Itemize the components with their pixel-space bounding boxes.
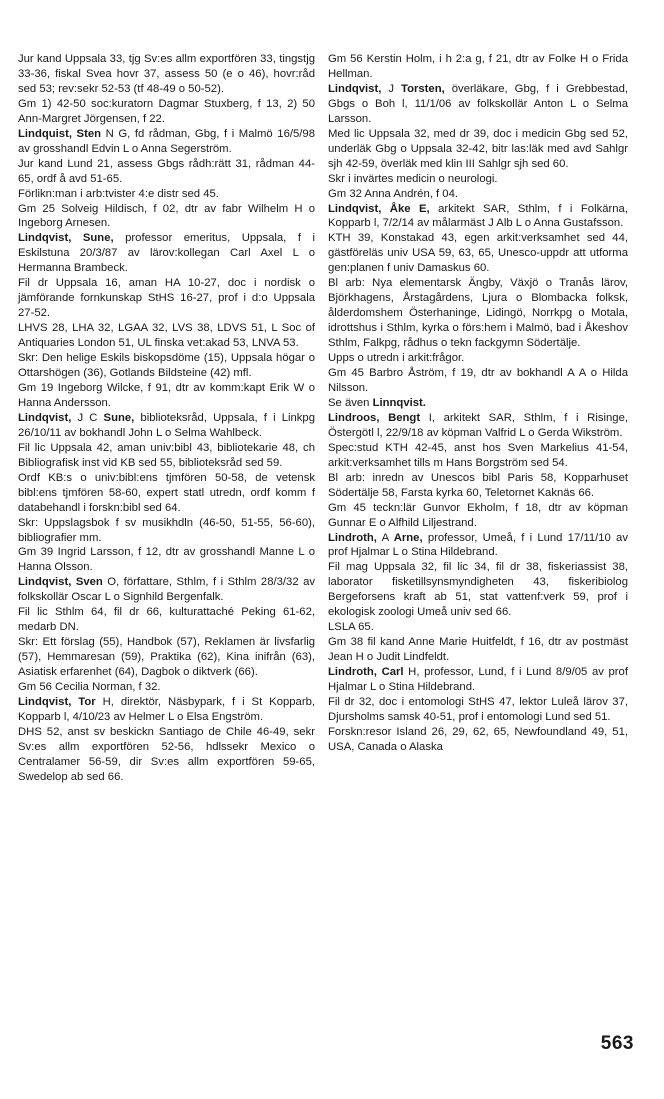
entry-name-bold: Lindqvist, Tor <box>18 695 96 708</box>
entry-paragraph <box>328 471 628 501</box>
entry-text: Bl arb: Nya elementarsk Ängby, Växjö o Tranås lärov, Björkhagens, Årstagårdens, Ljura o Blombacka folksk, ålderdomshem Österhaninge, Lidingö, Norrkpg o Motala, idrottshus i Sthlm, kyrka o förs:hem i Malmö, bad i Åkeshov Sthlm, Falkpg, rådhus o tekn fackgymn Södertälje. <box>328 277 628 350</box>
entry-paragraph <box>328 366 628 396</box>
entry-text: N G, fd rådman, Gbg, f i Malmö 16/5/98 av grosshandl Edvin L o Anna Segerström. <box>18 127 315 155</box>
biography-entry <box>328 531 628 666</box>
entry-text: O, författare, Sthlm, f i Sthlm 28/3/32 av folkskollär Oscar L o Signhild Bergenfalk. <box>18 576 315 604</box>
entry-paragraph <box>18 187 315 202</box>
entry-paragraph <box>18 471 315 516</box>
entry-paragraph <box>18 516 315 546</box>
entry-paragraph <box>18 411 315 441</box>
entry-paragraph <box>18 441 315 471</box>
biography-entry <box>328 82 628 202</box>
entry-text: Skr: Uppslagsbok f sv musikhdln (46-50, 51-55, 56-60), bibliografier mm. <box>18 516 315 544</box>
entry-paragraph <box>18 605 315 635</box>
biography-entry <box>18 575 315 695</box>
entry-paragraph <box>18 381 315 411</box>
entry-paragraph <box>328 620 628 635</box>
biography-entry <box>328 52 628 82</box>
entry-paragraph <box>18 351 315 381</box>
entry-paragraph <box>328 441 628 471</box>
entry-paragraph <box>328 725 628 755</box>
entry-name-bold: Lindqvist, <box>328 82 382 95</box>
entry-paragraph <box>328 187 628 202</box>
entry-paragraph <box>18 725 315 785</box>
biography-entry <box>328 665 628 755</box>
entry-paragraph <box>328 635 628 665</box>
entry-text: biblioteksråd, Uppsala, f i Linkpg 26/10/11 av bokhandl John L o Selma Wahlbeck. <box>18 411 315 439</box>
entry-text: KTH 39, Konstakad 43, egen arkit:verksamhet sed 44, gästföreläs univ USA 59, 63, 65, Unesco-uppdr att utforma gen:planen f univ Damaskus 60. <box>328 232 628 275</box>
entry-paragraph <box>18 127 315 157</box>
entry-text: Spec:stud KTH 42-45, anst hos Sven Markelius 41-54, arkit:verksamhet tills m Hans Borgström sed 54. <box>328 441 628 469</box>
entry-paragraph <box>328 351 628 366</box>
entry-paragraph <box>18 52 315 97</box>
entry-text: LSLA 65. <box>328 621 374 634</box>
entry-paragraph <box>18 276 315 321</box>
entry-paragraph <box>328 560 628 620</box>
entry-name-bold: Lindroos, Bengt <box>328 411 421 424</box>
entry-paragraph <box>328 52 628 82</box>
entry-paragraph <box>18 575 315 605</box>
entry-text: J <box>381 82 402 95</box>
entry-text: H, direktör, Näsbypark, f i St Kopparb, Kopparb l, 4/10/23 av Helmer L o Elsa Engström. <box>18 695 316 723</box>
entry-paragraph <box>328 127 628 172</box>
entry-paragraph <box>328 172 628 187</box>
entry-text: Fil dr 32, doc i entomologi StHS 47, lektor Luleå lärov 37, Djursholms samsk 40-51, prof i entomologi Lund sed 51. <box>328 695 628 723</box>
biography-entry <box>18 231 315 410</box>
entry-paragraph <box>18 545 315 575</box>
entry-text: I, arkitekt SAR, Sthlm, f i Risinge, Östergötl l, 22/9/18 av köpman Valfrid L o Gerda Wikström. <box>328 411 628 439</box>
entry-text: Gm 45 teckn:lär Gunvor Ekholm, f 18, dtr av köpman Gunnar E o Alfhild Liljestrand. <box>328 501 628 529</box>
page-number: 563 <box>600 1033 634 1054</box>
biography-entry <box>18 695 315 785</box>
entry-name-bold: Lindqvist, Sven <box>18 576 103 589</box>
entry-paragraph <box>328 276 628 351</box>
entry-text: Jur kand Uppsala 33, tjg Sv:es allm exportfören 33, tingstjg 33-36, fiskal Svea hovr 37, assess 50 (e o 46), hovr:råd sed 53; rev:sekr 52-53 (tf 48-49 o 50-52). <box>18 53 315 95</box>
entry-paragraph <box>328 202 628 232</box>
entry-text: A <box>376 531 394 544</box>
entry-name-bold: Sune, <box>103 411 135 424</box>
entry-text: Gm 32 Anna Andrén, f 04. <box>328 187 459 200</box>
entry-text: Gm 25 Solveig Hildisch, f 02, dtr av fabr Wilhelm H o Ingeborg Arnesen. <box>18 202 315 230</box>
entry-paragraph <box>18 680 315 695</box>
entry-paragraph <box>328 396 628 411</box>
entry-paragraph <box>18 97 315 127</box>
entry-paragraph <box>18 231 315 276</box>
entry-text: Gm 1) 42-50 soc:kuratorn Dagmar Stuxberg, f 13, 2) 50 Ann-Margret Jörgensen, f 22. <box>18 97 315 125</box>
entry-paragraph <box>18 635 315 680</box>
entry-name-bold: Lindqvist, <box>18 411 72 424</box>
entry-text: Gm 19 Ingeborg Wilcke, f 91, dtr av komm:kapt Erik W o Hanna Andersson. <box>18 381 315 409</box>
entry-text: Fil lic Uppsala 42, aman univ:bibl 43, bibliotekarie 48, ch Bibliografisk inst vid KB sed 55, biblioteksråd sed 59. <box>18 441 315 469</box>
entry-name-bold: Lindroth, <box>328 531 377 544</box>
entry-text: Gm 38 fil kand Anne Marie Huitfeldt, f 16, dtr av postmäst Jean H o Judit Lindfeldt. <box>328 636 628 664</box>
entry-paragraph <box>328 665 628 695</box>
entry-paragraph <box>18 321 315 351</box>
biography-entry <box>18 52 315 127</box>
entry-text: Gm 56 Kerstin Holm, i h 2:a g, f 21, dtr av Folke H o Frida Hellman. <box>328 53 628 80</box>
entry-text: Se även <box>328 396 373 409</box>
biography-entry <box>328 202 628 411</box>
entry-text: professor emeritus, Uppsala, f i Eskilstuna 20/3/87 av lärov:kollegan Carl Axel L o Hermanna Brambeck. <box>18 232 315 275</box>
entry-paragraph <box>328 695 628 725</box>
entry-paragraph <box>18 202 315 232</box>
entry-text: Fil lic Sthlm 64, fil dr 66, kulturattaché Peking 61-62, medarb DN. <box>18 606 315 634</box>
entry-text: Skr: Ett förslag (55), Handbok (57), Reklamen är livsfarlig (57), Hemmaresan (59), Praktika (62), Kina inifrån (63), Asiatisk erfarenhet (64), Dagbok o diktverk (66). <box>18 636 315 679</box>
entry-text: Fil dr Uppsala 16, aman HA 10-27, doc i nordisk o jämförande fornkunskap StHS 16-27, prof i d:o Uppsala 27-52. <box>18 277 315 320</box>
entry-text: Forskn:resor Island 26, 29, 62, 65, Newfoundland 49, 51, USA, Canada o Alaska <box>328 725 628 753</box>
entry-text: professor, Umeå, f i Lund 17/11/10 av prof Hjalmar L o Stina Hildebrand. <box>328 531 628 559</box>
entry-text: överläkare, Gbg, f i Grebbestad, Gbgs o Boh l, 11/1/06 av folkskollär Anton L o Selma Larsson. <box>328 82 628 125</box>
entry-paragraph <box>328 231 628 276</box>
entry-name-bold: Torsten, <box>401 82 445 95</box>
entry-text: arkitekt SAR, Sthlm, f i Folkärna, Kopparb l, 7/2/14 av målarmäst J Alb L o Anna Gustafsson. <box>328 202 628 230</box>
biography-entry <box>18 127 315 232</box>
entry-text: LHVS 28, LHA 32, LGAA 32, LVS 38, LDVS 51, L Soc of Antiquaries London 51, UL finska vet:akad 53, LNVA 53. <box>18 322 315 350</box>
entry-text: Gm 45 Barbro Åström, f 19, dtr av bokhandl A A o Hilda Nilsson. <box>328 367 628 394</box>
entry-text: Förlikn:man i arb:tvister 4:e distr sed 45. <box>18 187 219 200</box>
entry-paragraph <box>328 82 628 127</box>
entry-paragraph <box>18 157 315 187</box>
entry-text: Skr: Den helige Eskils biskopsdöme (15), Uppsala högar o Ottarshögen (36), Gotlands Bildsteine (42) mfl. <box>18 352 315 380</box>
entry-text: Jur kand Lund 21, assess Gbgs rådh:rätt 31, rådman 44-65, ordf å avd 51-65. <box>18 157 315 185</box>
entry-text: Bl arb: inredn av Unescos bibl Paris 58, Kopparhuset Södertälje 58, Farsta kyrka 60, Teletornet Kaknäs 66. <box>328 471 628 499</box>
left-column <box>18 52 315 785</box>
entry-text: Gm 39 Ingrid Larsson, f 12, dtr av grosshandl Manne L o Hanna Olsson. <box>18 546 315 574</box>
entry-paragraph <box>18 695 315 725</box>
entry-paragraph <box>328 411 628 441</box>
entry-paragraph <box>328 501 628 531</box>
entry-name-bold: Lindroth, Carl <box>328 666 404 679</box>
entry-text: J C <box>71 411 104 424</box>
entry-text: Fil mag Uppsala 32, fil lic 34, fil dr 38, fiskeriassist 38, laborator fisketillsynsmyndigheten 43, fiskeribiolog Bergeforsens kraft ab 51, stat vattenf:verk 59, prof i ekologisk zoologi Umeå univ sed 66. <box>328 561 628 619</box>
right-column <box>328 52 628 755</box>
entry-text: Med lic Uppsala 32, med dr 39, doc i medicin Gbg sed 52, underläk Gbg o Uppsala 32-42, bitr las:läk med avd Sahlgr sjh 42-59, överläk med klin III Sahlgr sjh sed 60. <box>328 127 628 170</box>
entry-text: Upps o utredn i arkit:frågor. <box>328 352 465 365</box>
entry-name-bold: Linnqvist. <box>372 396 426 409</box>
entry-name-bold: Lindqvist, Sune, <box>18 232 114 245</box>
entry-name-bold: Lindquist, Sten <box>18 127 102 140</box>
entry-text: Skr i invärtes medicin o neurologi. <box>328 172 498 185</box>
biography-entry <box>328 411 628 531</box>
entry-text: Gm 56 Cecilia Norman, f 32. <box>18 681 161 694</box>
entry-text: Ordf KB:s o univ:bibl:ens tjmfören 50-58, de vetensk bibl:ens tjmfören 58-60, expert statl utredn, ordf komm f databehandl i forskn:bibl sed 64. <box>18 471 315 514</box>
biography-entry <box>18 411 315 575</box>
entry-name-bold: Arne, <box>393 531 423 544</box>
entry-text: H, professor, Lund, f i Lund 8/9/05 av prof Hjalmar L o Stina Hildebrand. <box>328 666 628 694</box>
entry-paragraph <box>328 531 628 561</box>
entry-name-bold: Lindqvist, Åke E, <box>328 202 430 215</box>
entry-text: DHS 52, anst sv beskickn Santiago de Chile 46-49, sekr Sv:es allm exportfören 52-56, hdlssekr Mexico o Centralamer 56-59, dir Sv:es allm exportfören 59-65, Swedelop ab sed 66. <box>18 725 315 783</box>
